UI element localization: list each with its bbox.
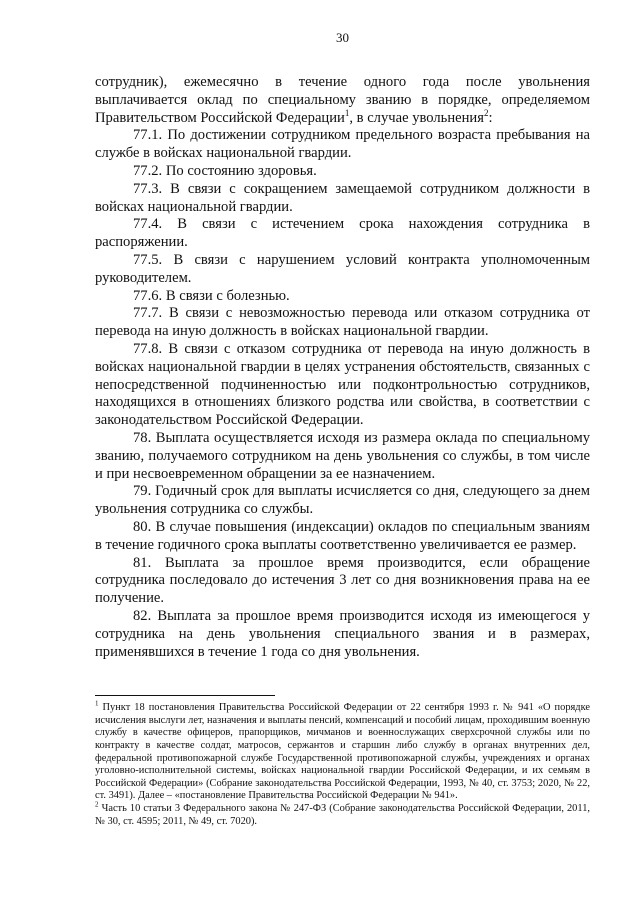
footnote-marker: 2: [95, 800, 99, 809]
paragraph-77-2: 77.2. По состоянию здоровья.: [133, 162, 317, 179]
paragraph-77-6: 77.6. В связи с болезнью.: [133, 287, 290, 304]
paragraph-77-3: 77.3. В связи с сокращением замещаемой сотрудником должности в войсках национальной гвардии.: [95, 180, 590, 215]
paragraph-80: 80. В случае повышения (индексации) окладов по специальным званиям в течение годичного срока выплаты соответственно увеличивается ее размер.: [95, 518, 590, 553]
paragraph-77-8: 77.8. В связи с отказом сотрудника от перевода на иную должность в войсках национальной гвардии в целях устранения обстоятельств, связанных с непосредственной подчиненностью или подконтрольностью сотрудников, находящихся в отношениях близкого родства или свойства, в соответствии с законодательством Российской Федерации.: [95, 340, 590, 429]
page-number: 30: [336, 30, 349, 45]
paragraph-78: 78. Выплата осуществляется исходя из размера оклада по специальному званию, получаемого сотрудником на день увольнения со службы, в том числе и при несвоевременном обращении за ее назначением.: [95, 429, 590, 482]
footnote-text: Пункт 18 постановления Правительства Российской Федерации от 22 сентября 1993 г. № 941 «О порядке исчисления выслуги лет, назначения и выплаты пенсий, компенсаций и пособий лицам, проходившим военную службу в качестве офицеров, прапорщиков, мичманов и военнослужащих сверхсрочной службы или по контракту в качестве солдат, матросов, сержантов и старшин либо службу в органах внутренних дел, федеральной противопожарной службе Государственной противопожарной службы, учреждениях и органах уголовно-исполнительной системы, войсках национальной гвардии Российской Федерации, и их семьям в Российской Федерации» (Собрание законодательства Российской Федерации, 1993, № 40, ст. 3753; 2020, № 22, ст. 3491). Далее – «постановление Правительства Российской Федерации № 941».: [95, 702, 590, 802]
paragraph-81: 81. Выплата за прошлое время производится, если обращение сотрудника последовало до истечения 3 лет со дня возникновения права на ее получение.: [95, 554, 590, 607]
paragraph-77-5: 77.5. В связи с нарушением условий контракта уполномоченным руководителем.: [95, 251, 590, 286]
footnote-ref-2[interactable]: 2: [483, 107, 489, 118]
paragraph-82: 82. Выплата за прошлое время производится исходя из имеющегося у сотрудника на день увольнения специального звания и в размерах, применявшихся в течение 1 года со дня увольнения.: [95, 607, 590, 660]
paragraph-77-4: 77.4. В связи с истечением срока нахождения сотрудника в распоряжении.: [95, 216, 590, 251]
footnote-2: [95, 800, 590, 828]
paragraph-77-1: 77.1. По достижении сотрудником предельного возраста пребывания на службе в войсках национальной гвардии.: [95, 127, 590, 162]
intro-text-middle: , в случае увольнения: [349, 109, 484, 126]
footnotes: [95, 699, 590, 828]
intro-text-end: :: [488, 109, 493, 126]
paragraph-79: 79. Годичный срок для выплаты исчисляется со дня, следующего за днем увольнения сотрудника со службы.: [95, 483, 590, 518]
footnote-ref-1[interactable]: 1: [344, 107, 350, 118]
intro-paragraph: [95, 74, 590, 127]
footnote-1: [95, 699, 590, 803]
footnote-text: Часть 10 статьи 3 Федерального закона № 247-ФЗ (Собрание законодательства Российской Федерации, 2011, № 30, ст. 4595; 2011, № 49, ст. 7020).: [95, 803, 590, 827]
footnote-marker: 1: [95, 699, 99, 708]
body-text: [95, 74, 590, 661]
paragraph-77-7: 77.7. В связи с невозможностью перевода или отказом сотрудника от перевода на иную должность в войсках национальной гвардии.: [95, 305, 590, 340]
intro-text: сотрудник), ежемесячно в течение одного года после увольнения выплачивается оклад по специальному званию в порядке, определяемом Правительством Российской Федерации: [95, 74, 590, 126]
footnote-divider: [95, 695, 275, 696]
